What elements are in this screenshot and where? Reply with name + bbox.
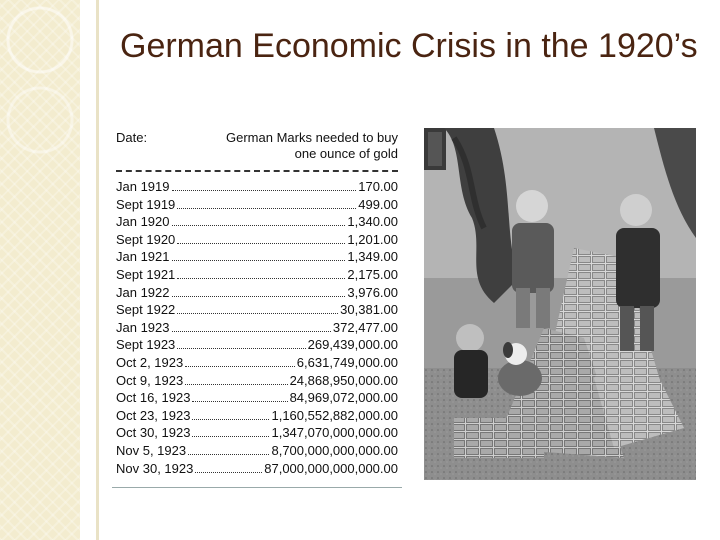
table-row (116, 213, 398, 231)
row-date: Sept 1923 (116, 337, 176, 353)
row-leader-dots (192, 390, 287, 402)
slide-title: German Economic Crisis in the 1920’s (120, 27, 698, 65)
table-bottom-border (112, 487, 402, 488)
table-row (116, 319, 398, 337)
row-marks-value: 87,000,000,000,000.00 (264, 460, 398, 476)
table-row (116, 196, 398, 214)
row-marks-value: 2,175.00 (347, 266, 398, 282)
table-row (116, 354, 398, 372)
table-row (116, 424, 398, 442)
row-leader-dots (172, 285, 346, 297)
row-marks-value: 1,347,070,000,000.00 (271, 425, 398, 441)
header-divider (116, 170, 398, 172)
row-date: Nov 30, 1923 (116, 460, 194, 476)
table-rows (116, 178, 398, 477)
table-row (116, 178, 398, 196)
row-date: Sept 1921 (116, 266, 176, 282)
children-playing-with-banknotes-photo (424, 128, 696, 480)
row-leader-dots (172, 214, 346, 226)
decorative-side-line (96, 0, 99, 540)
row-leader-dots (177, 302, 338, 314)
row-marks-value: 8,700,000,000,000.00 (271, 442, 398, 458)
table-row (116, 336, 398, 354)
row-date: Oct 30, 1923 (116, 425, 191, 441)
row-date: Sept 1922 (116, 302, 176, 318)
row-leader-dots (192, 425, 269, 437)
row-marks-value: 1,160,552,882,000.00 (271, 407, 398, 423)
decorative-side-band (0, 0, 80, 540)
table-row (116, 248, 398, 266)
row-date: Oct 23, 1923 (116, 407, 191, 423)
photo-illustration (424, 128, 696, 480)
row-leader-dots (195, 461, 262, 473)
row-date: Jan 1921 (116, 249, 170, 265)
table-row (116, 231, 398, 249)
date-column-header: Date: (116, 130, 148, 145)
row-date: Sept 1920 (116, 231, 176, 247)
row-marks-value: 1,340.00 (347, 214, 398, 230)
row-leader-dots (188, 443, 269, 455)
row-marks-value: 3,976.00 (347, 284, 398, 300)
table-row (116, 389, 398, 407)
row-leader-dots (177, 267, 345, 279)
row-date: Jan 1919 (116, 179, 170, 194)
row-marks-value: 84,969,072,000.00 (289, 390, 398, 406)
row-marks-value: 1,201.00 (347, 231, 398, 247)
row-marks-value: 170.00 (358, 179, 398, 194)
row-date: Oct 9, 1923 (116, 372, 184, 388)
row-marks-value: 269,439,000.00 (307, 337, 398, 353)
row-leader-dots (185, 373, 287, 385)
table-row (116, 460, 398, 478)
row-leader-dots (185, 355, 295, 367)
row-marks-value: 372,477.00 (332, 319, 398, 335)
table-header (116, 130, 398, 170)
row-leader-dots (192, 408, 269, 420)
table-row (116, 372, 398, 390)
row-leader-dots (177, 337, 305, 349)
row-marks-value: 24,868,950,000.00 (289, 372, 398, 388)
row-leader-dots (177, 197, 356, 209)
row-date: Sept 1919 (116, 196, 176, 212)
row-leader-dots (172, 320, 331, 332)
row-date: Nov 5, 1923 (116, 442, 187, 458)
row-leader-dots (177, 232, 345, 244)
row-marks-value: 1,349.00 (347, 249, 398, 265)
row-date: Oct 16, 1923 (116, 390, 191, 406)
table-row (116, 407, 398, 425)
gold-price-table (112, 126, 402, 488)
table-row (116, 442, 398, 460)
row-date: Jan 1923 (116, 319, 170, 335)
row-marks-value: 499.00 (358, 196, 398, 212)
row-date: Jan 1922 (116, 284, 170, 300)
row-leader-dots (172, 179, 357, 191)
table-row (116, 284, 398, 302)
marks-column-header: German Marks needed to buy one ounce of gold (226, 130, 398, 161)
row-marks-value: 6,631,749,000.00 (296, 354, 398, 370)
table-row (116, 301, 398, 319)
row-date: Jan 1920 (116, 214, 170, 230)
row-date: Oct 2, 1923 (116, 354, 184, 370)
table-row (116, 266, 398, 284)
row-leader-dots (172, 249, 346, 261)
row-marks-value: 30,381.00 (340, 302, 398, 318)
